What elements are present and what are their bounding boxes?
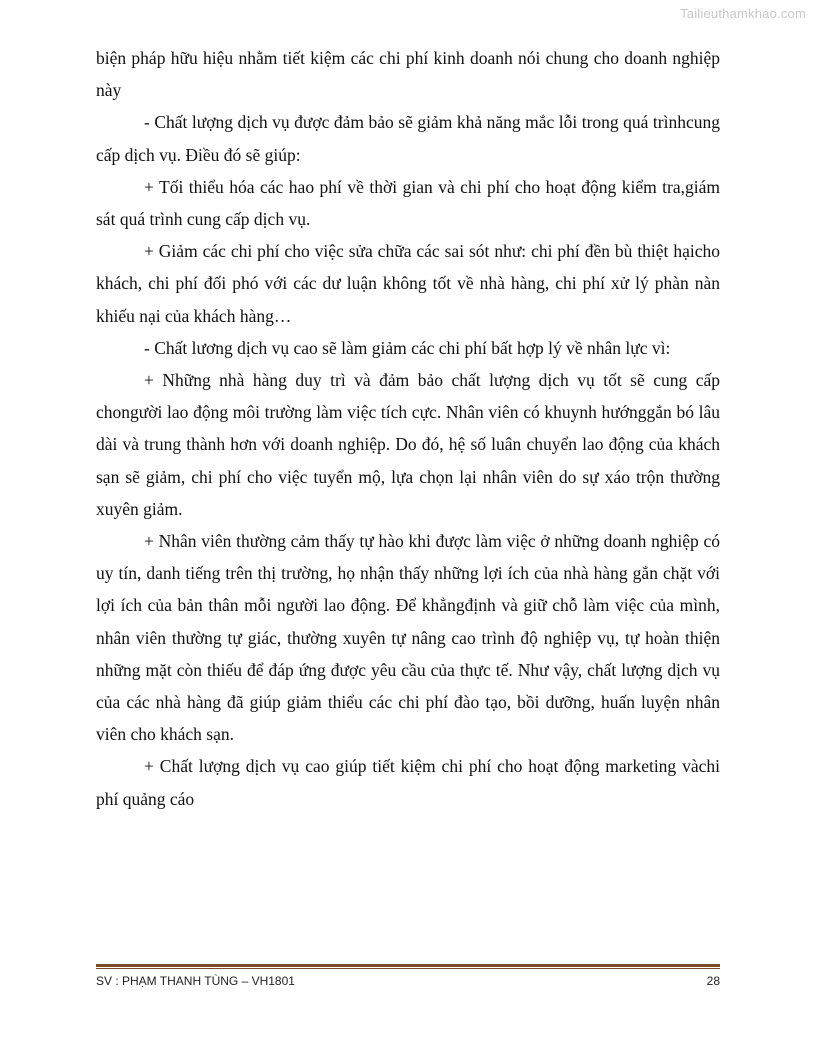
paragraph-8: + Chất lượng dịch vụ cao giúp tiết kiệm chi phí cho hoạt động marketing vàchi phí quảng cáo [96,756,720,809]
page-footer [96,974,720,988]
paragraph-6: + Những nhà hàng duy trì và đảm bảo chất lượng dịch vụ tốt sẽ cung cấp chongười lao động môi trường làm việc tích cực. Nhân viên có khuynh hướnggắn bó lâu dài và trung thành hơn với doanh nghiệp. Do đó, hệ số luân chuyển lao động của khách sạn sẽ giảm, chi phí cho việc tuyển mộ, lựa chọn lại nhân viên do sự xáo trộn thường xuyên giảm. [96,370,720,519]
footer-divider [96,964,720,969]
paragraph-3: + Tối thiểu hóa các hao phí về thời gian và chi phí cho hoạt động kiểm tra,giám sát quá trình cung cấp dịch vụ. [96,176,720,230]
document-body [96,42,720,815]
paragraph-1: biện pháp hữu hiệu nhằm tiết kiệm các chi phí kinh doanh nói chung cho doanh nghiệp này [96,48,720,101]
footer-author: SV : PHẠM THANH TÙNG – VH1801 [96,974,295,988]
paragraph-5: - Chất lương dịch vụ cao sẽ làm giảm các chi phí bất hợp lý về nhân lực vì: [144,337,671,358]
watermark: Tailieuthamkhao.com [680,6,806,21]
paragraph-4: + Giảm các chi phí cho việc sửa chữa các sai sót như: chi phí đền bù thiệt hạicho khách, chi phí đối phó với các dư luận không tốt về nhà hàng, chi phí xử lý phàn nàn khiếu nại của khách hàng… [96,241,720,326]
page-number: 28 [706,974,720,988]
paragraph-2: - Chất lượng dịch vụ được đảm bảo sẽ giảm khả năng mắc lỗi trong quá trìnhcung cấp dịch vụ. Điều đó sẽ giúp: [96,112,720,165]
paragraph-7: + Nhân viên thường cảm thấy tự hào khi được làm việc ở những doanh nghiệp có uy tín, danh tiếng trên thị trường, họ nhận thấy những lợi ích của nhà hàng gắn chặt với lợi ích của bản thân mỗi người lao động. Để khẳngđịnh và giữ chỗ làm việc của mình, nhân viên thường tự giác, thường xuyên tự nâng cao trình độ nghiệp vụ, tự hoàn thiện những mặt còn thiếu để đáp ứng được yêu cầu của thực tế. Như vậy, chất lượng dịch vụ của các nhà hàng đã giúp giảm thiểu các chi phí đào tạo, bồi dưỡng, huấn luyện nhân viên cho khách sạn. [96,531,720,745]
